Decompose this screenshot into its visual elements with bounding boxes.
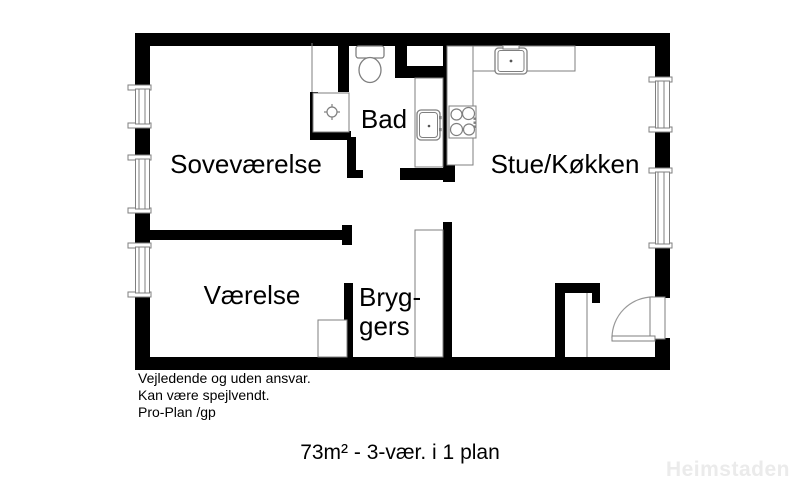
- room-cabinet: [318, 320, 347, 357]
- stove-icon: [449, 106, 477, 138]
- kitchen-sink-icon: [495, 46, 527, 75]
- disclaimer-line-1: Vejledende og uden ansvar.: [138, 370, 311, 386]
- entry-door-icon: [612, 297, 665, 341]
- disclaimer-text: [138, 370, 311, 421]
- room-label-room: Værelse: [203, 280, 301, 310]
- plan-caption: 73m² - 3-vær. i 1 plan: [300, 441, 500, 464]
- room-label-living-kitchen: Stue/Køkken: [490, 149, 640, 179]
- toilet-icon: [356, 46, 384, 83]
- disclaimer-line-3: Pro-Plan /gp: [138, 404, 216, 420]
- window-icon: [649, 168, 672, 248]
- disclaimer-line-2: Kan være spejlvendt.: [138, 387, 270, 403]
- room-label-bedroom: Soveværelse: [170, 149, 322, 179]
- window-icon: [649, 77, 672, 132]
- room-label-bathroom: Bad: [360, 104, 408, 134]
- window-icon: [128, 85, 151, 128]
- room-label-utility-line1: Bryg-: [359, 282, 422, 312]
- watermark-logo: Heimstaden: [665, 458, 790, 481]
- room-label-utility-line2: gers: [359, 311, 410, 341]
- window-icon: [128, 243, 151, 297]
- room-label-utility: [359, 283, 421, 341]
